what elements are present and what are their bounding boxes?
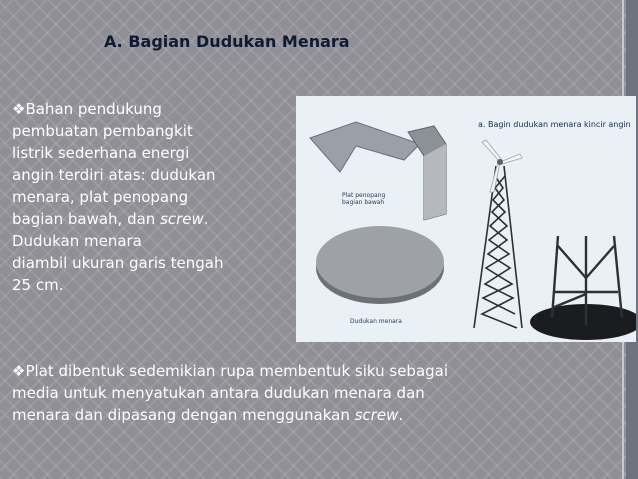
tower-illustration — [296, 96, 636, 342]
para2-line-2: media untuk menyatukan antara dudukan menara dan — [12, 384, 425, 402]
para1-line-6: bagian bawah, dan screw. — [12, 210, 209, 228]
para1-line-2: pembuatan pembangkit — [12, 122, 193, 140]
para1-line-1: ❖Bahan pendukung — [12, 100, 162, 118]
para2-line-3: menara dan dipasang dengan menggunakan screw. — [12, 406, 404, 424]
diamond-bullet-icon: ❖ — [12, 100, 26, 118]
tower-base-figure — [296, 96, 636, 342]
paragraph-plate — [12, 360, 612, 426]
para1-line-3: listrik sederhana energi — [12, 144, 190, 162]
slide-title: A. Bagian Dudukan Menara — [104, 32, 350, 51]
diamond-bullet-icon: ❖ — [12, 362, 26, 380]
para1-line-5: menara, plat penopang — [12, 188, 189, 206]
para1-line-7: Dudukan menara — [12, 232, 142, 250]
paragraph-materials — [12, 98, 296, 296]
para1-line-4: angin terdiri atas: dudukan — [12, 166, 216, 184]
figure-caption: a. Bagin dudukan menara kincir angin — [478, 120, 631, 129]
label-plate: Plat penopang bagian bawah — [342, 192, 386, 206]
para1-line-9: 25 cm. — [12, 276, 64, 294]
label-base: Dudukan menara — [350, 318, 402, 325]
para2-line-1: ❖Plat dibentuk sedemikian rupa membentuk siku sebagai — [12, 362, 449, 380]
para1-line-8: diambil ukuran garis tengah — [12, 254, 224, 272]
